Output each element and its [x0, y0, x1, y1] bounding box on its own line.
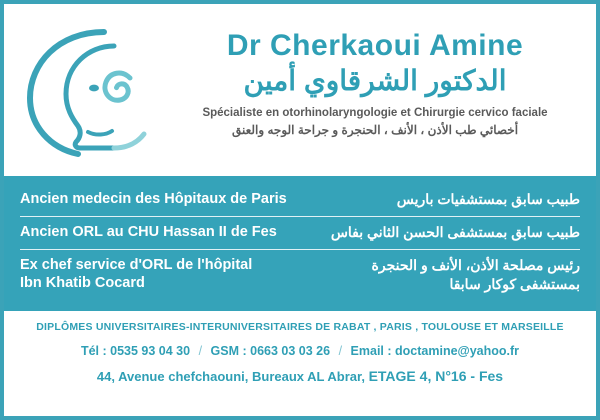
credential-fr: Ancien ORL au CHU Hassan II de Fes: [20, 223, 277, 240]
credential-ar: [366, 256, 580, 294]
credential-row: [20, 249, 580, 301]
credential-ar-line1: رئيس مصلحة الأذن، الأنف و الحنجرة: [371, 256, 580, 273]
specialty-fr: Spécialiste en otorhinolaryngologie et Chirurgie cervico faciale: [202, 107, 548, 120]
credential-row: [20, 216, 580, 249]
credential-ar: طبيب سابق بمستشفى الحسن الثاني بفاس: [330, 223, 580, 240]
credential-fr: Ancien medecin des Hôpitaux de Paris: [20, 191, 287, 207]
credentials-band: [4, 176, 596, 311]
email-label: Email :: [350, 343, 392, 358]
tel-label: Tél :: [80, 343, 107, 358]
address-line: [14, 368, 586, 384]
credential-ar-line2: بمستشفى كوكار سابقا: [449, 275, 580, 292]
contact-separator: /: [198, 343, 203, 358]
tel-value[interactable]: 0535 93 04 30: [110, 343, 191, 358]
credential-fr-line2: Ibn Khatib Cocard: [20, 274, 145, 291]
credential-ar: طبيب سابق بمستشفيات باريس: [396, 191, 580, 207]
doctor-name-fr: Dr Cherkaoui Amine: [226, 29, 524, 62]
doctor-name-ar: الدكتور الشرقاوي أمين: [243, 64, 507, 96]
contact-separator: /: [338, 343, 343, 358]
diplomas-line: DIPLÔMES UNIVERSITAIRES-INTERUNIVERSITAIRES DE RABAT , PARIS , TOULOUSE ET MARSEILLE: [36, 320, 564, 333]
specialty-ar: أخصائي طب الأذن ، الأنف ، الحنجرة و جراحة الوجه والعنق: [231, 123, 519, 138]
address-etage: ETAGE 4, N°16 - Fes: [368, 367, 504, 384]
title-block: [168, 14, 582, 137]
gsm-value[interactable]: 0663 03 03 26: [250, 343, 331, 358]
address-street: 44, Avenue chefchaouni, Bureaux AL Abrar,: [96, 368, 365, 384]
gsm-label: GSM :: [210, 343, 247, 358]
credential-fr: [20, 256, 262, 292]
contact-line: [14, 344, 586, 358]
credential-fr-line1: Ex chef service d'ORL de l'hôpital: [20, 256, 253, 273]
card-header: [4, 4, 596, 176]
credential-row: [20, 184, 580, 216]
ear-face-profile-logo: [18, 22, 168, 162]
email-value[interactable]: doctamine@yahoo.fr: [395, 343, 520, 358]
card-footer: [4, 311, 596, 390]
